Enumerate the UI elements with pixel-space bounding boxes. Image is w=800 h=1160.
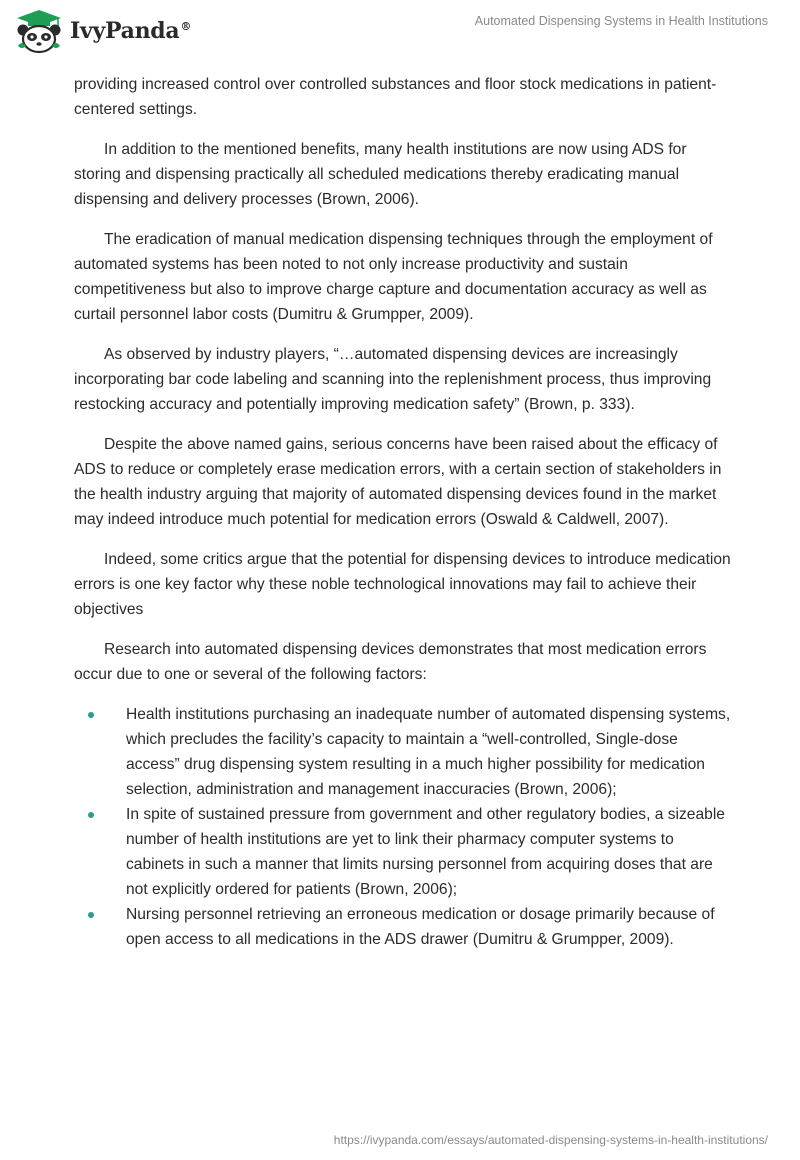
document-title: Automated Dispensing Systems in Health Institutions — [474, 14, 768, 28]
panda-logo-icon — [14, 8, 64, 54]
paragraph: The eradication of manual medication dispensing techniques through the employment of automated systems has been noted to not only increase productivity and sustain competitiveness but also to improve charge capture and documentation accuracy as well as curtail personnel labor costs (Dumitru & Grumpper, 2009). — [74, 231, 713, 323]
list-item-text: Nursing personnel retrieving an erroneous medication or dosage primarily because of open access to all medications in the ADS drawer (Dumitru & Grumpper, 2009). — [126, 906, 715, 948]
list-item — [126, 902, 734, 952]
page-header — [0, 0, 800, 62]
paragraph: Research into automated dispensing devices demonstrates that most medication errors occur due to one or several of the following factors: — [74, 641, 707, 683]
paragraph: providing increased control over controlled substances and floor stock medications in patient-centered settings. — [74, 76, 717, 118]
bullet-icon — [88, 812, 94, 818]
paragraph: As observed by industry players, “…automated dispensing devices are increasingly incorporating bar code labeling and scanning into the replenishment process, thus improving restocking accuracy and potentially improving medication safety” (Brown, p. 333). — [74, 346, 712, 413]
source-url-link[interactable]: https://ivypanda.com/essays/automated-dispensing-systems-in-health-institutions/ — [333, 1133, 768, 1147]
bullet-icon — [88, 912, 94, 918]
essay-content — [74, 72, 734, 952]
bullet-icon — [88, 712, 94, 718]
paragraph: Indeed, some critics argue that the potential for dispensing devices to introduce medication errors is one key factor why these noble technological innovations may fail to achieve their objectives — [74, 551, 731, 618]
paragraph: In addition to the mentioned benefits, many health institutions are now using ADS for storing and dispensing practically all scheduled medications thereby eradicating manual dispensing and delivery processes (Brown, 2006). — [74, 141, 687, 208]
list-item — [126, 802, 734, 902]
brand-logo[interactable] — [14, 8, 191, 54]
brand-name: IvyPanda® — [70, 18, 192, 44]
factor-list — [74, 702, 734, 952]
list-item — [126, 702, 734, 802]
list-item-text: Health institutions purchasing an inadequate number of automated dispensing systems, which precludes the facility’s capacity to maintain a “well-controlled, Single-dose access” drug dispensing system resulting in a much higher possibility for medication selection, administration and management inaccuracies (Brown, 2006); — [126, 706, 731, 798]
list-item-text: In spite of sustained pressure from government and other regulatory bodies, a sizeable number of health institutions are yet to link their pharmacy computer systems to cabinets in such a manner that limits nursing personnel from acquiring doses that are not explicitly ordered for patients (Brown, 2006); — [126, 806, 725, 898]
paragraph: Despite the above named gains, serious concerns have been raised about the efficacy of ADS to reduce or completely erase medication errors, with a certain section of stakeholders in the health industry arguing that majority of automated dispensing devices found in the market may indeed introduce much potential for medication errors (Oswald & Caldwell, 2007). — [74, 436, 722, 528]
brand-registered-mark: ® — [180, 19, 192, 33]
